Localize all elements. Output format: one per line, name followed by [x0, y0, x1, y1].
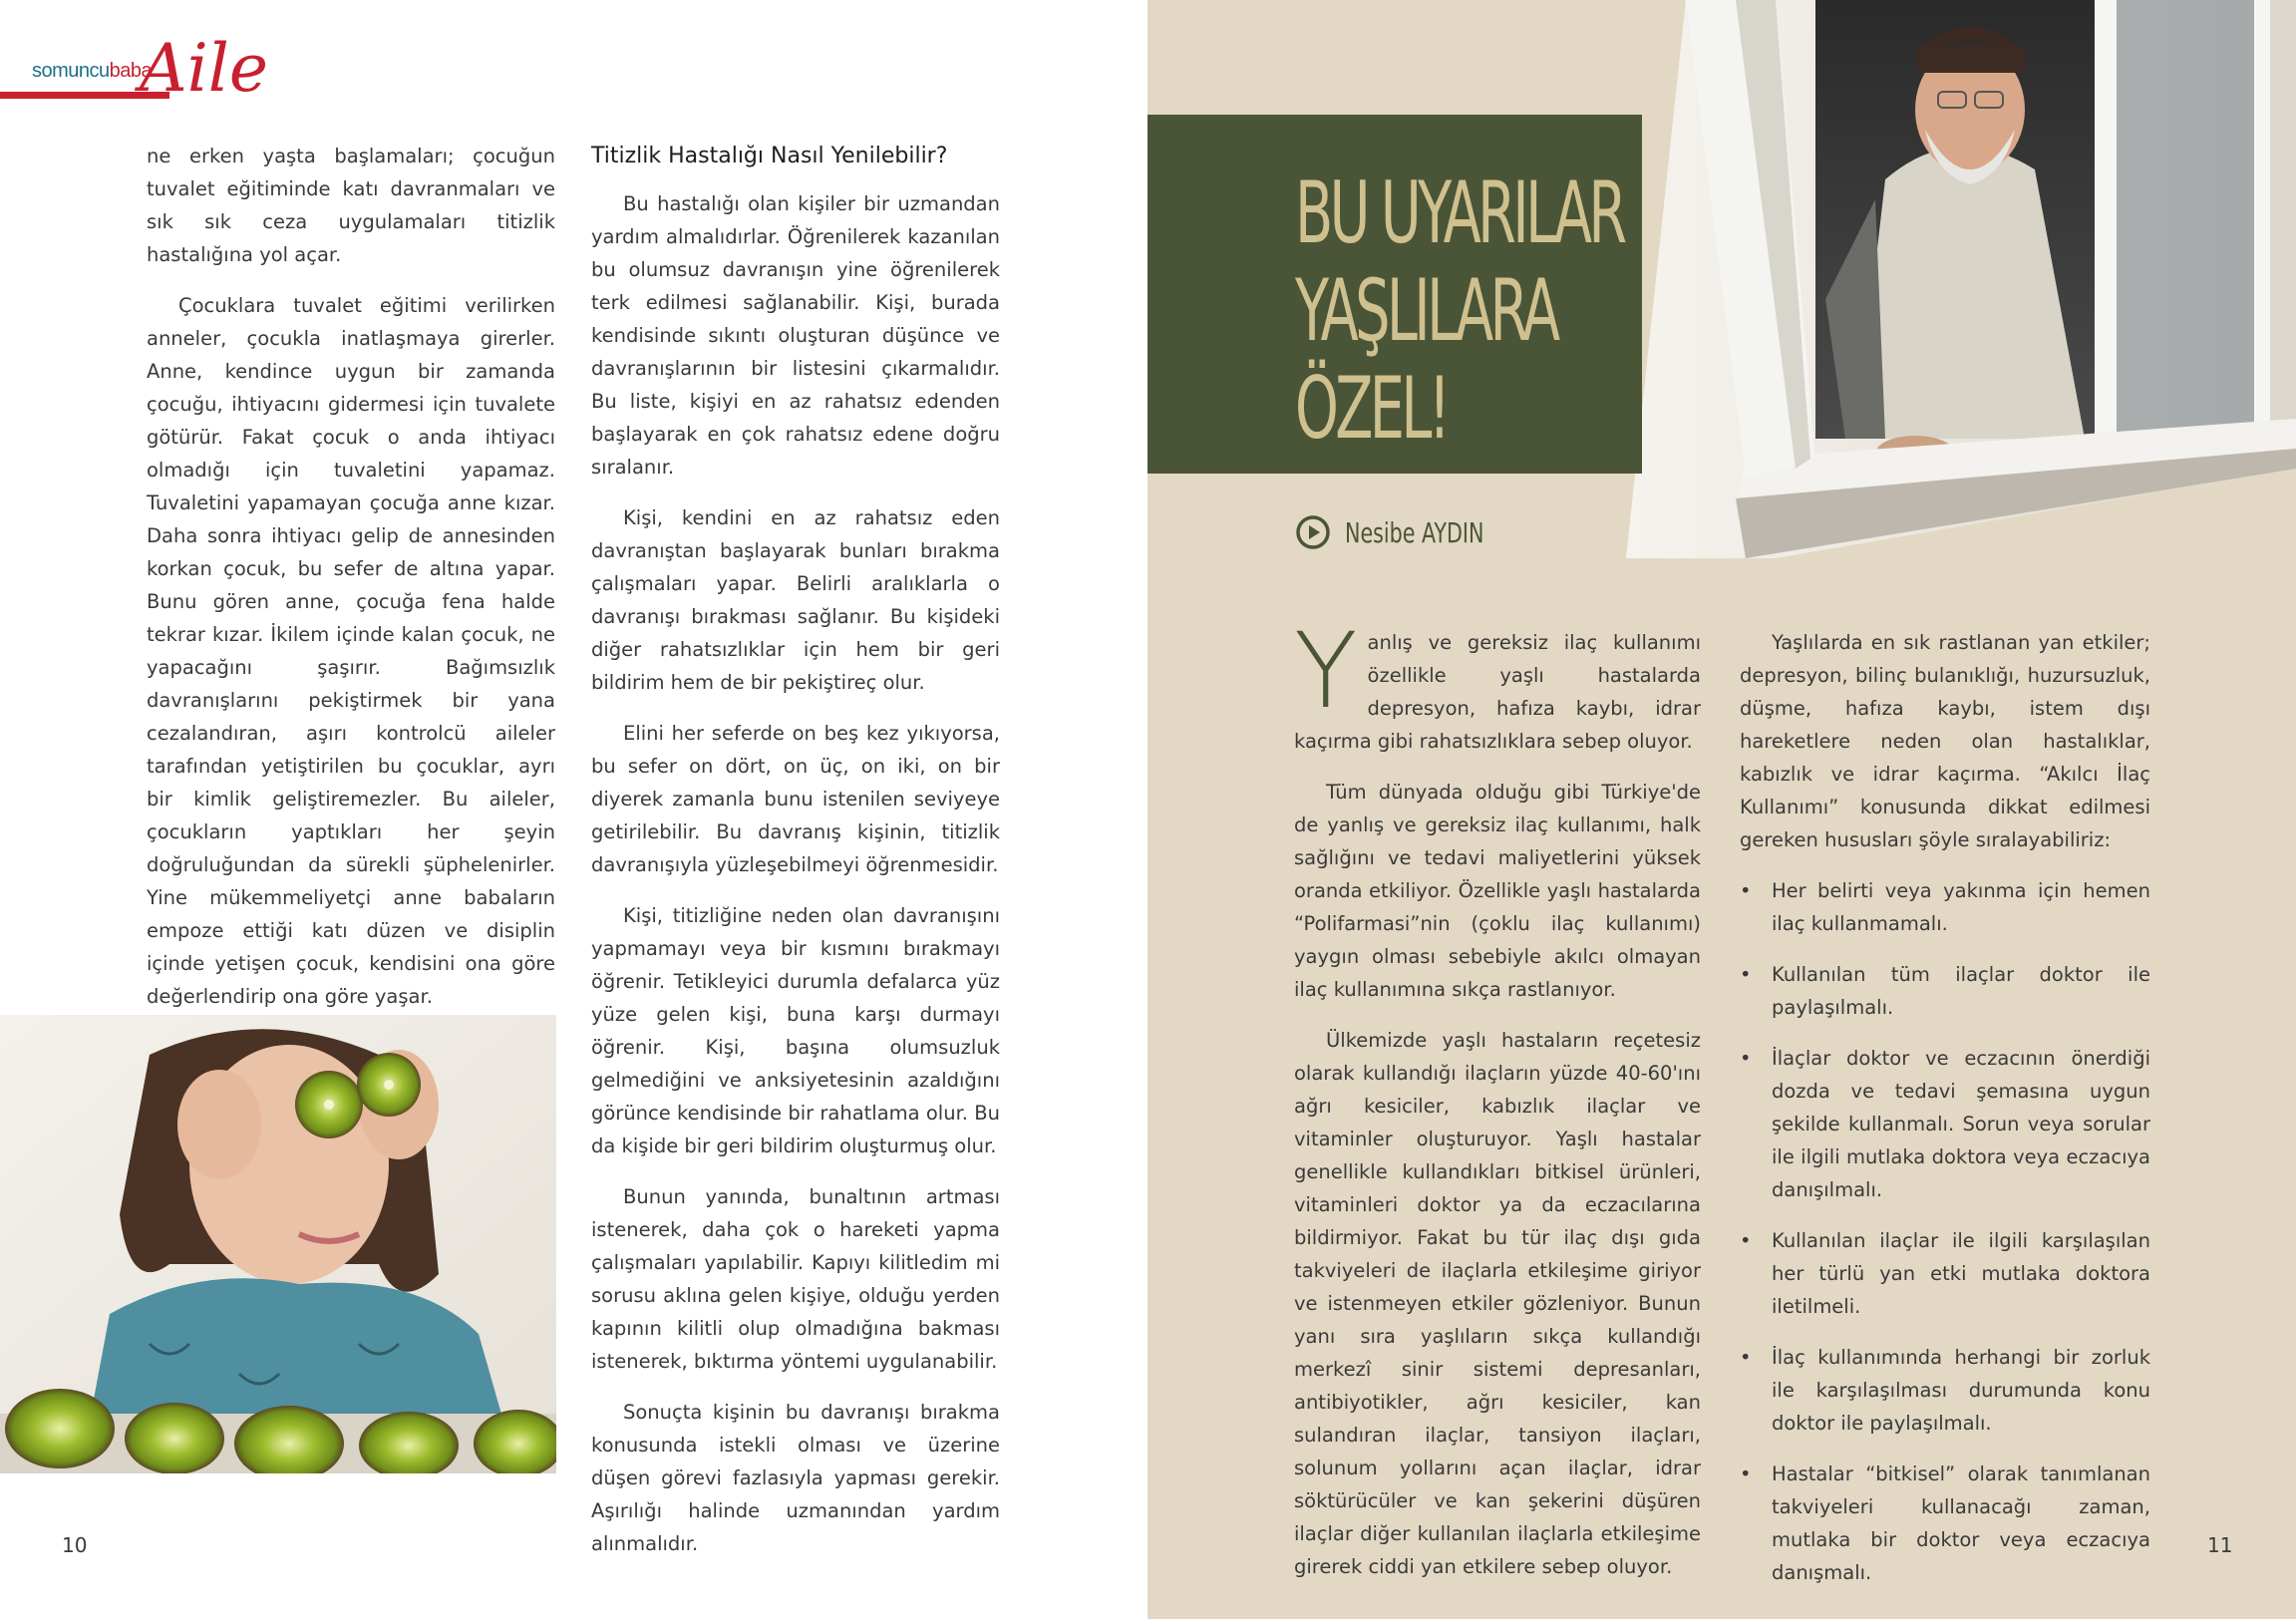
page-number: 11	[2207, 1533, 2233, 1557]
advice-list	[1740, 874, 2150, 1589]
right-page	[1148, 0, 2296, 1619]
author-name: Nesibe AYDIN	[1345, 515, 1484, 549]
paragraph: Kişi, titizliğine neden olan davranışını yapmamayı veya bir kısmını bırakmayı öğrenir. Tetikleyici durumla defalarca yüz yüze gelen kişi, buna karşı durmayı öğrenir. Kişi, başına olumsuzluk gelmediğini ve anksiyetesinin azaldığını görünce kendisinde bir rahatlama olur. Bu da kişide bir geri bildirim oluşturmuş olur.	[591, 904, 1000, 1157]
paragraph: Sonuçta kişinin bu davranışı bırakma konusunda istekli olması ve üzerine düşen görevi fazlasıyla yapması gerekir. Aşırılığı halinde uzmanından yardım alınmalıdır.	[591, 1401, 1000, 1555]
headline-line: BU UYARILAR	[1295, 163, 1624, 263]
paragraph: ne erken yaşta başlamaları; çocuğun tuvalet eğitiminde katı davranmaları ve sık sık ceza uygulamaları titizlik hastalığına yol açar.	[147, 145, 555, 266]
headline-line: ÖZEL!	[1295, 359, 1448, 459]
author-byline	[1295, 514, 1514, 550]
left-column-1	[147, 140, 555, 1147]
right-column-2	[1740, 626, 2150, 1607]
list-item: • Hastalar “bitkisel” olarak tanımlanan takviyeleri kullanacağı zaman, mutlaka bir doktor veya eczacıya danışmalı.	[1740, 1457, 2150, 1589]
section-heading: Titizlik Hastalığı Nasıl Yenilebilir?	[591, 144, 948, 168]
elderly-man-window-photo	[1626, 0, 2296, 558]
drop-cap: Y	[1294, 610, 1358, 732]
headline-line: YAŞLILARA	[1295, 261, 1557, 361]
paragraph: Elini her seferde on beş kez yıkıyorsa, bu sefer on dört, on üç, on iki, on bir diyerek zamanla bunu istenilen seviyeye getirilebilir. Bu davranış kişinin, titizlik davranışıyla yüzleşebilmeyi öğrenmesidir.	[591, 722, 1000, 876]
play-circle-icon	[1295, 514, 1331, 550]
headline	[1295, 164, 1624, 458]
list-item: • İlaçlar doktor ve eczacının önerdiği dozda ve tedavi şemasına uygun şekilde kullanmalı. Sorun veya sorular ile ilgili mutlaka doktora veya eczacıya danışılmalı.	[1740, 1042, 2150, 1206]
paragraph: Bunun yanında, bunaltının artması istenerek, daha çok o hareketi yapma çalışmaları yapılabilir. Kapıyı kilitledim mi sorusu aklına gelen kişiye, olduğu yerden kapının kilitli olup olmadığına bakması istenerek, bıktırma yöntemi uygulanabilir.	[591, 1185, 1000, 1373]
lead-paragraph: Yanlış ve gereksiz ilaç kullanımı özellikle yaşlı hastalarda depresyon, hafıza kaybı, idrar kaçırma gibi rahatsızlıklara sebep oluyor.	[1294, 610, 1701, 753]
list-item: • Kullanılan ilaçlar ile ilgili karşılaşılan her türlü yan etki mutlaka doktora iletilmeli.	[1740, 1224, 2150, 1323]
right-column-1	[1294, 610, 1701, 1601]
paragraph: Bu hastalığı olan kişiler bir uzmandan yardım almalıdırlar. Öğrenilerek kazanılan bu olumsuz davranışın yine öğrenilerek terk edilmesi sağlanabilir. Kişi, burada kendisinde sıkıntı oluşturan düşünce ve davranışlarının bir listesini çıkarmalıdır. Bu liste, kişiyi en az rahatsız edenden başlayarak en çok rahatsız edene doğru sıralanır.	[591, 192, 1000, 479]
paragraph: Tüm dünyada olduğu gibi Türkiye'de de yanlış ve gereksiz ilaç kullanımı, halk sağlığını ve tedavi maliyetlerini yüksek oranda etkiliyor. Özellikle yaşlı hastalarda “Polifarmasi”nin (çoklu ilaç kullanımı) yaygın olması sebebiyle akılcı olmayan ilaç kullanımına sıkça rastlanıyor.	[1294, 781, 1701, 1001]
section-name: Aile	[140, 30, 268, 107]
paragraph: Yaşlılarda en sık rastlanan yan etkiler; depresyon, bilinç bulanıklığı, huzursuzluk, düşme, hafıza kaybı, istem dışı hareketlere neden olan hastalıklar, kabızlık ve idrar kaçırma. “Akılcı İlaç Kullanımı” konusunda dikkat edilmesi gereken hususları şöyle sıralayabiliriz:	[1740, 631, 2150, 851]
paragraph: Çocuklara tuvalet eğitimi verilirken anneler, çocukla inatlaşmaya girerler. Anne, kendince uygun bir zamanda çocuğu, ihtiyacını gidermesi için tuvalete götürür. Fakat çocuk o anda ihtiyacı olmadığı için tuvaletini yapamaz. Tuvaletini yapamayan çocuğa anne kızar. Daha sonra ihtiyacı gelip de annesinden korkan çocuk, bu sefer de altına yapar. Bunu gören anne, çocuğa fena halde tekrar kızar. İkilem içinde kalan çocuk, ne yapacağını şaşırır. Bağımsızlık davranışlarını pekiştirmek bir yana cezalandıran, aşırı kontrolcü aileler tarafından yetiştirilen bu çocuklar, ayrı bir kimlik geliştiremezler. Bu aileler, çocukların yaptıkları her şeyin doğruluğundan da sürekli şüphelenirler. Yine mükemmeliyetçi anne babaların empoze ettiği katı düzen ve disiplin içinde yetişen çocuk, kendisini ona göre değerlendirip ona göre yaşar.	[147, 294, 555, 1008]
list-item: • Kullanılan tüm ilaçlar doktor ile paylaşılmalı.	[1740, 958, 2150, 1024]
list-item: • İlaç kullanımında herhangi bir zorluk ile karşılaşılması durumunda konu doktor ile paylaşılmalı.	[1740, 1341, 2150, 1440]
page-number: 10	[62, 1533, 88, 1557]
paragraph: Ülkemizde yaşlı hastaların reçetesiz olarak kullandığı ilaçların yüzde 40-60'ını ağrı kesiciler, kabızlık ilaçlar ve vitaminler oluşturuyor. Yaşlı hastalar genellikle kullandıkları bitkisel ürünleri, vitaminleri doktor ya da eczacılarına bildirmiyor. Fakat bu tür ilaç dışı gıda takviyeleri de ilaçlarla etkileşime giriyor ve istenmeyen etkiler gözleniyor. Bunun yanı sıra yaşlıların sıkça kullandığı merkezî sinir sistemi depresanları, antibiyotikler, ağrı kesiciler, kan sulandıran ilaçlar, tansiyon ilaçları, solunum yollarını açan ilaçlar, idrar söktürücüler ve kan şekerini düşüren ilaçlar diğer kullanılan ilaçlarla etkileşime girerek ciddi yan etkilere sebep oluyor.	[1294, 1029, 1701, 1578]
paragraph: Kişi, kendini en az rahatsız eden davranıştan başlayarak bunları bırakma çalışmaları yapar. Belirli aralıklarla o davranışı bırakması sağlanır. Bu kişideki diğer rahatsızlıklar için hem bir geri bildirim hem de bir pekiştireç olur.	[591, 506, 1000, 694]
logo-wordmark: somuncubaba	[32, 60, 153, 82]
list-item: • Her belirti veya yakınma için hemen ilaç kullanmamalı.	[1740, 874, 2150, 940]
left-column-2	[591, 140, 1000, 1578]
child-kiwi-photo	[0, 1015, 556, 1473]
